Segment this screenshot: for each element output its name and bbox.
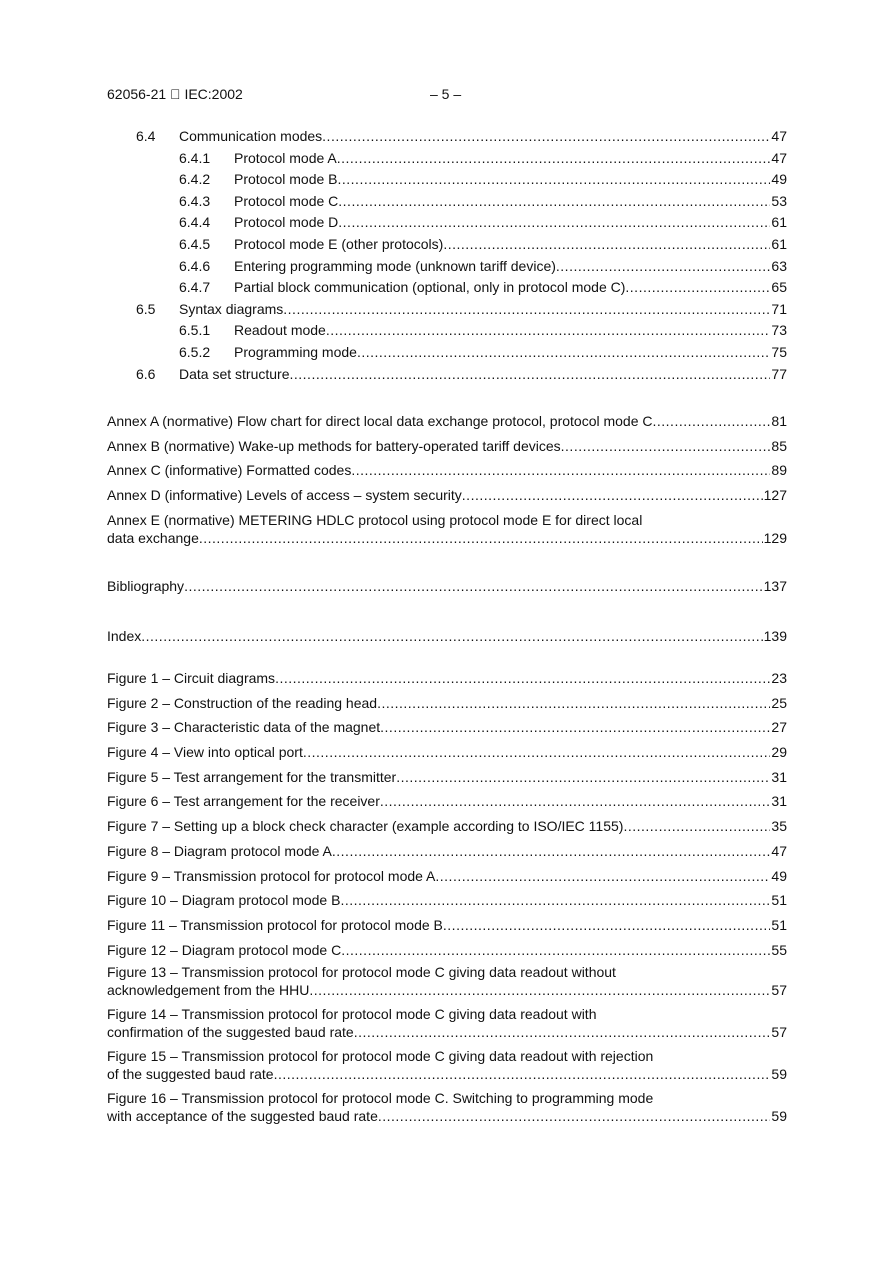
section-number: 6.4.4	[179, 214, 211, 231]
page-ref: 47	[771, 149, 787, 166]
dot-leader	[275, 666, 770, 691]
figure-title-line2: of the suggested baud rate	[107, 1066, 274, 1082]
toc-entry-section[interactable]	[107, 169, 787, 191]
dot-leader	[354, 1023, 771, 1041]
figure-title: Figure 5 – Test arrangement for the transmitter	[107, 768, 397, 785]
section-title: Entering programming mode (unknown tariff device)	[234, 257, 556, 274]
dot-leader	[326, 320, 771, 342]
toc-entry-section[interactable]	[107, 148, 787, 170]
page-number: – 5 –	[430, 86, 462, 102]
toc-entry-annex[interactable]	[107, 458, 787, 483]
dot-leader	[435, 864, 770, 889]
dot-leader	[443, 234, 770, 256]
page-ref: 53	[771, 192, 787, 209]
page-ref: 65	[771, 279, 787, 296]
dot-leader	[462, 483, 763, 508]
figure-title: Figure 9 – Transmission protocol for protocol mode A	[107, 867, 436, 884]
page-ref: 23	[771, 670, 787, 686]
toc-figures	[107, 666, 787, 962]
page-ref: 71	[771, 300, 787, 317]
page-ref: 127	[763, 487, 787, 504]
page-ref: 137	[763, 578, 787, 594]
toc-entry-section[interactable]	[107, 364, 787, 386]
dot-leader	[561, 434, 771, 459]
dot-leader	[340, 888, 770, 913]
dot-leader	[623, 814, 770, 839]
annex-e-title-line2: data exchange	[107, 530, 199, 546]
page-ref: 49	[771, 867, 787, 884]
toc-entry-figure[interactable]	[107, 715, 787, 740]
section-number: 6.4.5	[179, 235, 211, 252]
page-ref: 129	[763, 530, 787, 546]
dot-leader	[380, 715, 770, 740]
figure-title: Figure 10 – Diagram protocol mode B	[107, 892, 341, 909]
section-number: 6.4.2	[179, 171, 211, 188]
figure-title: Figure 12 – Diagram protocol mode C	[107, 941, 342, 958]
page-ref: 51	[771, 892, 787, 909]
toc-entry-figure[interactable]	[107, 765, 787, 790]
section-number: 6.5	[136, 300, 156, 317]
page-ref: 57	[771, 1024, 787, 1040]
dot-leader	[396, 765, 770, 790]
page-ref: 85	[771, 437, 787, 454]
page-ref: 61	[771, 214, 787, 231]
page-ref: 51	[771, 916, 787, 933]
toc-entry-figure[interactable]	[107, 814, 787, 839]
toc-entry-section[interactable]	[107, 299, 787, 321]
dot-leader	[625, 277, 770, 299]
toc-entry-annex-e[interactable]	[107, 511, 787, 547]
toc-entry-figure[interactable]	[107, 913, 787, 938]
figure-title-line2-row	[107, 1023, 787, 1041]
toc-annexes	[107, 409, 787, 508]
dot-leader	[377, 691, 770, 716]
annex-e-title-line1: Annex E (normative) METERING HDLC protocol using protocol mode E for direct local	[107, 512, 643, 528]
dot-leader	[443, 913, 771, 938]
section-title: Protocol mode A	[234, 149, 337, 166]
toc-entry-index[interactable]	[107, 624, 787, 649]
page-ref: 49	[771, 171, 787, 188]
toc-entry-section[interactable]	[107, 256, 787, 278]
index-title: Index	[107, 628, 142, 644]
figure-title: Figure 8 – Diagram protocol mode A	[107, 842, 332, 859]
page-ref: 59	[771, 1066, 787, 1082]
figure-title: Figure 2 – Construction of the reading head	[107, 694, 378, 711]
figure-title: Figure 4 – View into optical port	[107, 744, 303, 761]
dot-leader	[338, 191, 770, 213]
page-ref: 31	[771, 793, 787, 810]
dot-leader	[341, 938, 770, 963]
dot-leader	[378, 1107, 771, 1125]
dot-leader	[357, 342, 770, 364]
toc-entry-section[interactable]	[107, 277, 787, 299]
figure-title-line1: Figure 16 – Transmission protocol for protocol mode C. Switching to programming mode	[107, 1090, 654, 1106]
dot-leader	[556, 256, 771, 278]
section-number: 6.4.3	[179, 192, 211, 209]
section-title: Partial block communication (optional, only in protocol mode C)	[234, 279, 626, 296]
dot-leader	[141, 624, 762, 649]
dot-leader	[332, 839, 771, 864]
toc-entry-figure[interactable]	[107, 1047, 787, 1083]
section-number: 6.5.2	[179, 343, 211, 360]
figure-title-line2-row	[107, 1107, 787, 1125]
dot-leader	[283, 299, 770, 321]
toc-entry-figure[interactable]	[107, 963, 787, 999]
dot-leader	[338, 169, 771, 191]
dot-leader	[337, 148, 771, 170]
figure-title-line2: confirmation of the suggested baud rate	[107, 1024, 354, 1040]
dot-leader	[322, 126, 770, 148]
dot-leader	[290, 364, 771, 386]
toc-entry-figure[interactable]	[107, 888, 787, 913]
toc-entry-figure[interactable]	[107, 839, 787, 864]
toc-entry-figure[interactable]	[107, 1089, 787, 1125]
dot-leader	[309, 981, 770, 999]
page-ref: 89	[771, 462, 787, 479]
dot-leader	[184, 574, 763, 599]
figure-title-line2: with acceptance of the suggested baud rate	[107, 1108, 378, 1124]
figure-title-line1: Figure 15 – Transmission protocol for protocol mode C giving data readout with rejection	[107, 1048, 654, 1064]
figure-title-line1: Figure 14 – Transmission protocol for protocol mode C giving data readout with	[107, 1006, 597, 1022]
figure-title-line2-row	[107, 981, 787, 999]
dot-leader	[653, 409, 771, 434]
section-title: Syntax diagrams	[179, 300, 284, 317]
page-ref: 75	[771, 343, 787, 360]
page-ref: 55	[771, 941, 787, 958]
toc-entry-section[interactable]	[107, 342, 787, 364]
section-title: Protocol mode C	[234, 192, 339, 209]
figure-title: Figure 6 – Test arrangement for the receiver	[107, 793, 380, 810]
annex-title: Annex C (informative) Formatted codes	[107, 462, 352, 479]
toc-entry-section[interactable]	[107, 212, 787, 234]
toc-annex-e	[107, 511, 787, 550]
dot-leader	[351, 458, 770, 483]
section-number: 6.4.6	[179, 257, 211, 274]
page-ref: 29	[771, 744, 787, 761]
figure-title-line2-row	[107, 1065, 787, 1083]
figure-title: Figure 7 – Setting up a block check character (example according to ISO/IEC 1155)	[107, 818, 624, 835]
dot-leader	[303, 740, 771, 765]
toc-entry-figure[interactable]	[107, 938, 787, 963]
annex-title: Annex B (normative) Wake-up methods for battery-operated tariff devices	[107, 437, 561, 454]
page-ref: 81	[771, 413, 787, 429]
section-title: Protocol mode B	[234, 171, 338, 188]
section-title: Programming mode	[234, 343, 357, 360]
section-title: Protocol mode E (other protocols)	[234, 235, 444, 252]
dot-leader	[338, 212, 770, 234]
page-ref: 25	[771, 694, 787, 711]
section-title: Protocol mode D	[234, 214, 339, 231]
page-ref: 47	[771, 842, 787, 859]
figure-title: Figure 3 – Characteristic data of the magnet	[107, 719, 381, 736]
page-ref: 35	[771, 818, 787, 835]
toc-sections	[107, 126, 787, 385]
dot-leader	[380, 789, 771, 814]
section-number: 6.6	[136, 365, 156, 382]
page-ref: 73	[771, 322, 787, 339]
page-ref: 57	[771, 982, 787, 998]
page-ref: 27	[771, 719, 787, 736]
toc-entry-annex[interactable]	[107, 483, 787, 508]
section-number: 6.4	[136, 128, 156, 144]
section-title: Communication modes	[179, 128, 323, 144]
section-title: Readout mode	[234, 322, 326, 339]
toc-entry-section[interactable]	[107, 191, 787, 213]
toc-entry-figure[interactable]	[107, 740, 787, 765]
annex-title: Annex D (informative) Levels of access – system security	[107, 487, 462, 504]
toc-entry-section[interactable]	[107, 234, 787, 256]
figure-title: Figure 1 – Circuit diagrams	[107, 670, 276, 686]
toc-entry-figure[interactable]	[107, 789, 787, 814]
toc-entry-figure[interactable]	[107, 666, 787, 691]
page-ref: 139	[763, 628, 787, 644]
annex-title: Annex A (normative) Flow chart for direct local data exchange protocol, protocol mode C	[107, 413, 653, 429]
toc-entry-annex[interactable]	[107, 409, 787, 434]
dot-leader	[199, 529, 763, 547]
toc-entry-section[interactable]	[107, 126, 787, 148]
section-title: Data set structure	[179, 365, 290, 382]
page-ref: 59	[771, 1108, 787, 1124]
toc-entry-annex[interactable]	[107, 434, 787, 459]
figure-title-line1: Figure 13 – Transmission protocol for protocol mode C giving data readout without	[107, 964, 616, 980]
page-ref: 61	[771, 235, 787, 252]
page-ref: 63	[771, 257, 787, 274]
section-number: 6.4.1	[179, 149, 211, 166]
page-ref: 31	[771, 768, 787, 785]
dot-leader	[274, 1065, 771, 1083]
figure-title-line2: acknowledgement from the HHU	[107, 982, 310, 998]
bibliography-title: Bibliography	[107, 578, 185, 594]
page-ref: 77	[771, 365, 787, 382]
document-id: 62056-21   IEC:2002	[107, 86, 243, 102]
toc-entry-figure[interactable]	[107, 1005, 787, 1041]
section-number: 6.4.7	[179, 279, 211, 296]
figure-title: Figure 11 – Transmission protocol for protocol mode B	[107, 916, 443, 933]
toc-entry-figure[interactable]	[107, 691, 787, 716]
toc-entry-section[interactable]	[107, 320, 787, 342]
toc-figures-multi	[107, 963, 787, 1131]
section-number: 6.5.1	[179, 322, 211, 339]
toc-entry-bibliography[interactable]	[107, 574, 787, 599]
page-ref: 47	[771, 128, 787, 144]
page-header	[107, 86, 787, 106]
toc-entry-figure[interactable]	[107, 864, 787, 889]
